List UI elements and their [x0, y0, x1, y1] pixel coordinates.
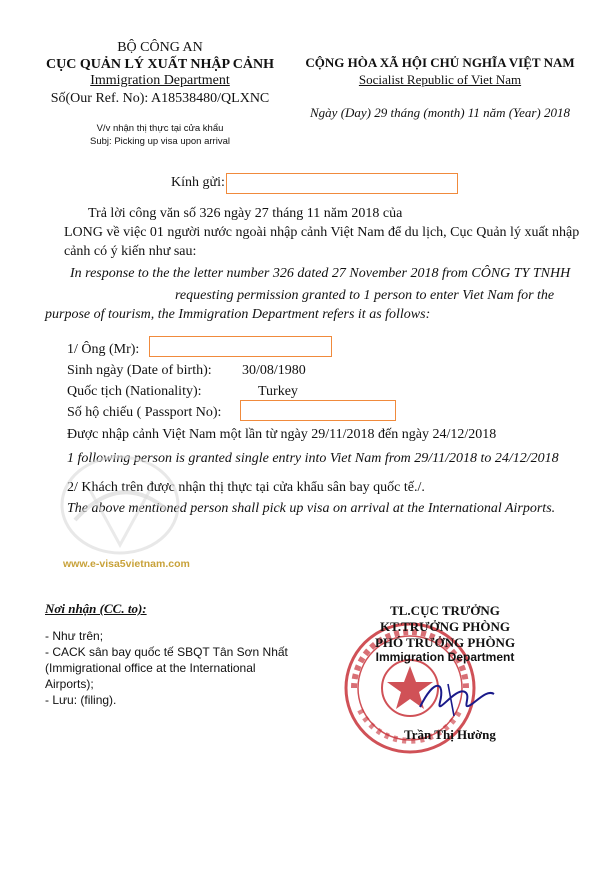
signature-department: Immigration Department [375, 650, 515, 664]
recipient-item: (Immigrational office at the International [45, 661, 256, 675]
watermark-url: www.e-visa5vietnam.com [63, 558, 190, 570]
department-name-en: Immigration Department [90, 73, 230, 88]
paragraph-en-line3: purpose of tourism, the Immigration Department refers it as follows: [45, 307, 431, 322]
document-date: Ngày (Day) 29 tháng (month) 11 năm (Year) 2018 [310, 105, 570, 120]
signer-name: Trần Thị Hường [404, 727, 496, 742]
subject-en: Subj: Picking up visa upon arrival [90, 136, 230, 147]
reference-number: Số(Our Ref. No): A18538480/QLXNC [50, 91, 270, 106]
entry-en: 1 following person is granted single entry into Viet Nam from 29/11/2018 to 24/12/2018 [67, 451, 559, 466]
redacted-name [149, 336, 332, 357]
recipient-item: Airports); [45, 677, 94, 691]
watermark-logo-icon [55, 450, 185, 560]
paragraph-en-line1: In response to the the letter number 326 dated 27 November 2018 from CÔNG TY TNHH [70, 266, 571, 281]
addressee-label: Kính gửi: [171, 175, 225, 190]
name-label: 1/ Ông (Mr): [67, 342, 140, 357]
department-name: CỤC QUẢN LÝ XUẤT NHẬP CẢNH [45, 57, 275, 72]
nationality-label: Quốc tịch (Nationality): [67, 384, 202, 399]
entry-vi: Được nhập cảnh Việt Nam một lần từ ngày 29/11/2018 đến ngày 24/12/2018 [67, 427, 497, 442]
redacted-passport [240, 400, 396, 421]
handwritten-signature-icon [410, 672, 500, 722]
passport-label: Số hộ chiếu ( Passport No): [67, 405, 222, 420]
recipients-title: Nơi nhận (CC. to): [45, 601, 147, 616]
recipient-item: - Như trên; [45, 629, 104, 643]
country-name: CỘNG HÒA XÃ HỘI CHỦ NGHĨA VIỆT NAM [305, 55, 575, 70]
paragraph-vi-line3: cảnh có ý kiến như sau: [64, 244, 197, 259]
nationality-value: Turkey [258, 384, 298, 399]
ministry-name: BỘ CÔNG AN [117, 40, 203, 55]
redacted-addressee [226, 173, 458, 194]
dob-value: 30/08/1980 [242, 363, 306, 378]
recipient-item: - Lưu: (filing). [45, 693, 117, 707]
dob-label: Sinh ngày (Date of birth): [67, 363, 212, 378]
signature-title-1: TL.CỤC TRƯỞNG [390, 603, 500, 618]
signature-title-3: PHÓ TRƯỞNG PHÒNG [374, 635, 516, 650]
pickup-vi: 2/ Khách trên được nhận thị thực tại cửa khẩu sân bay quốc tế./. [67, 480, 425, 495]
country-name-en: Socialist Republic of Viet Nam [358, 72, 522, 87]
subject-vi: V/v nhận thị thực tại cửa khẩu [96, 123, 224, 134]
paragraph-en-line2: requesting permission granted to 1 person to enter Viet Nam for the [175, 288, 555, 303]
recipient-item: - CACK sân bay quốc tế SBQT Tân Sơn Nhất [45, 645, 288, 659]
pickup-en: The above mentioned person shall pick up visa on arrival at the International Airports. [67, 501, 556, 516]
paragraph-vi-line2: LONG về việc 01 người nước ngoài nhập cảnh Việt Nam để du lịch, Cục Quản lý xuất nhập [64, 225, 580, 240]
signature-title-2: KT.TRƯỞNG PHÒNG [380, 619, 510, 634]
paragraph-vi-line1: Trả lời công văn số 326 ngày 27 tháng 11 năm 2018 của [88, 206, 403, 221]
